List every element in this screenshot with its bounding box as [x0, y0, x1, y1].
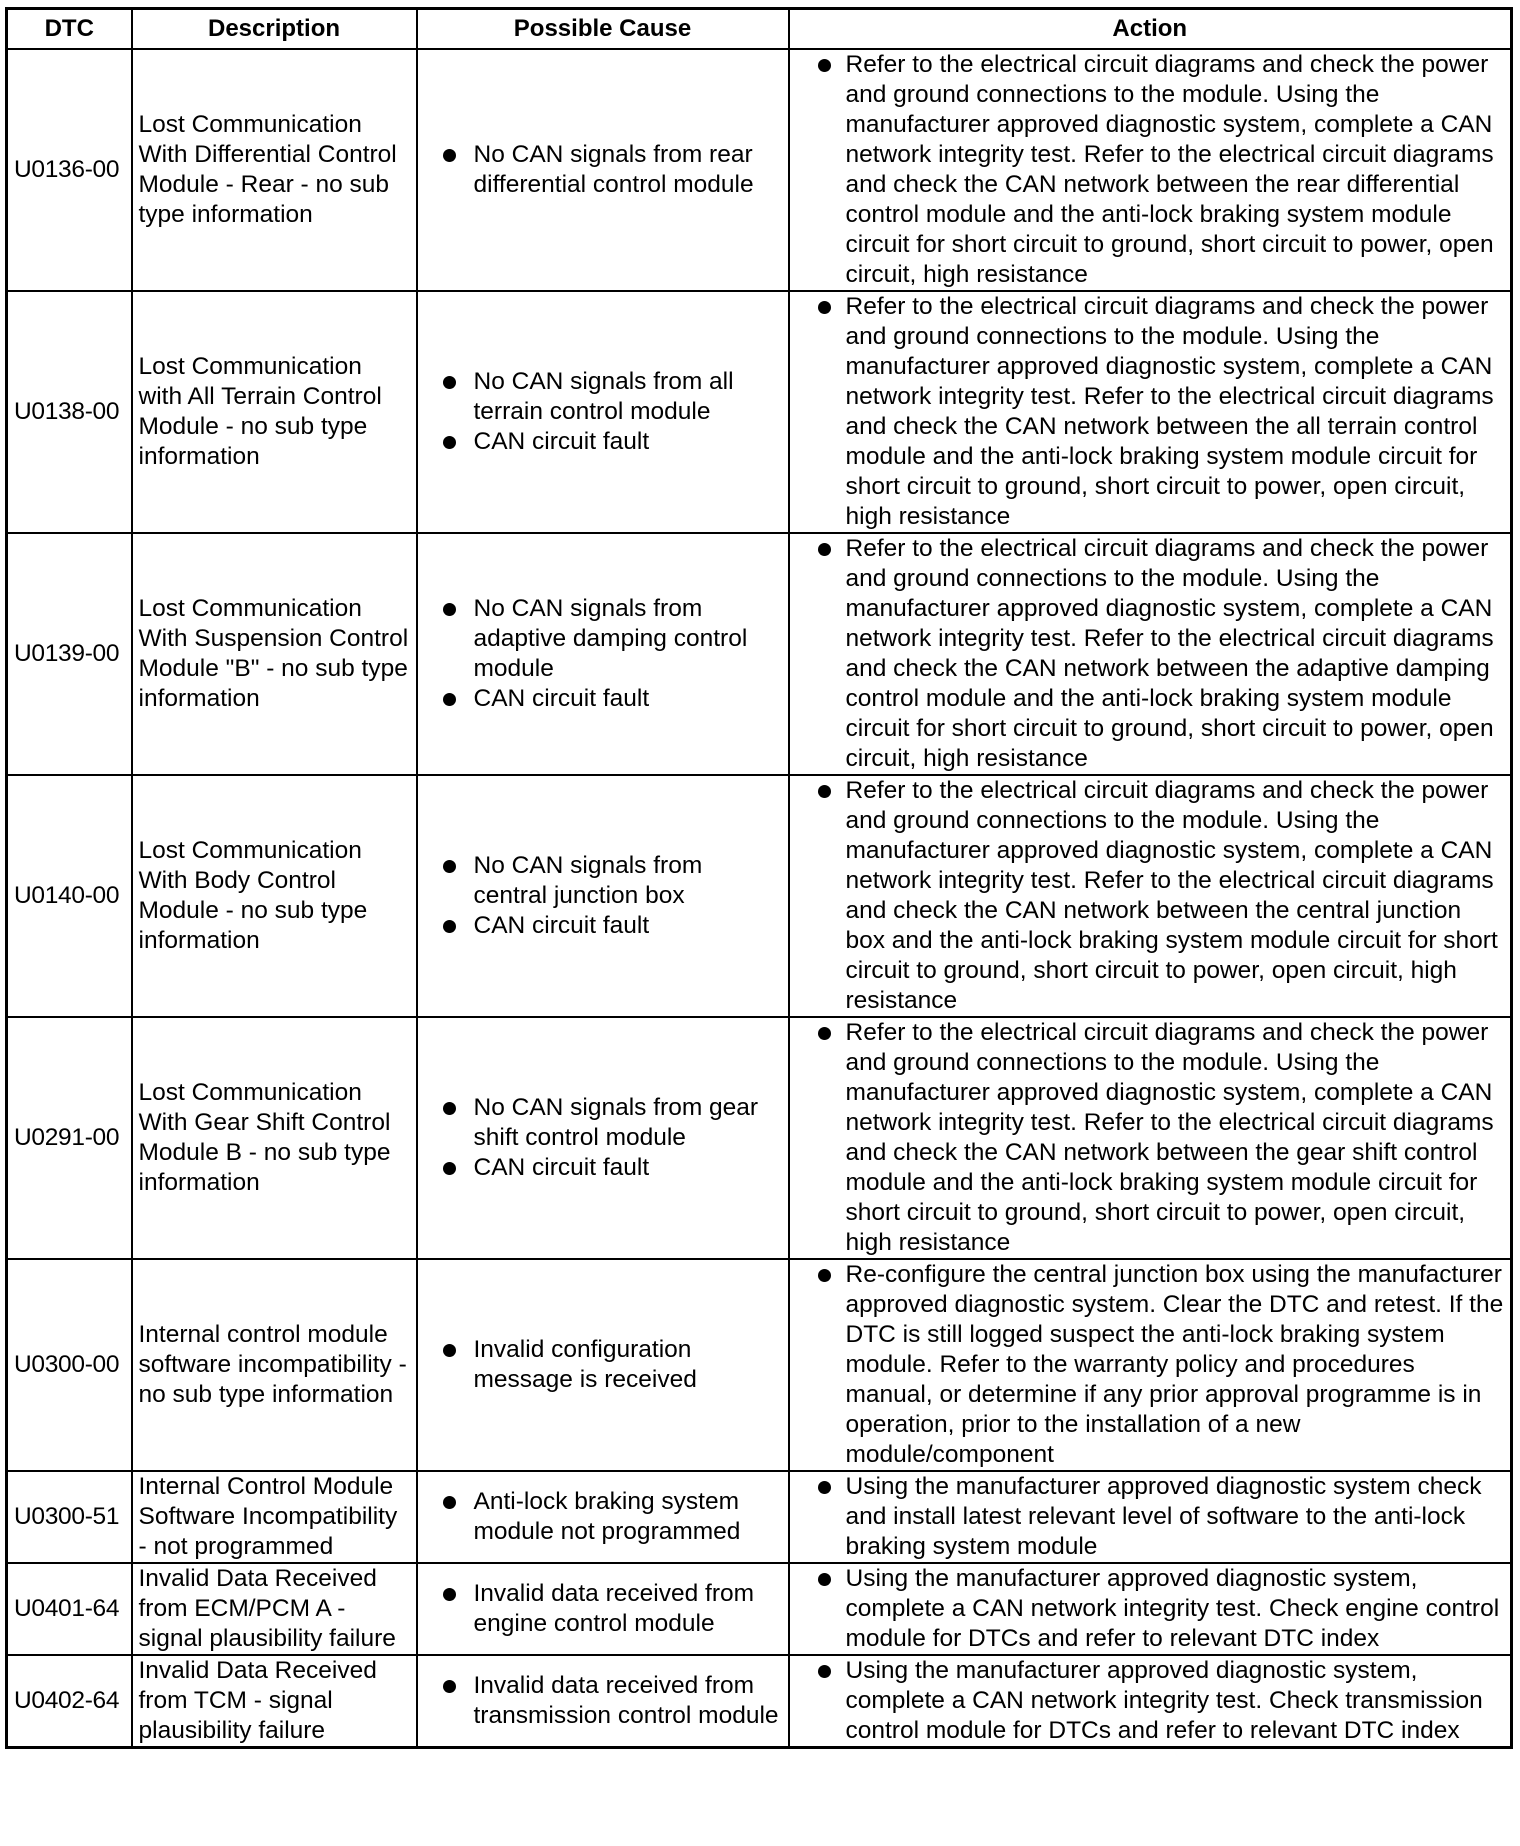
action-cell	[789, 1017, 1512, 1259]
bullet-icon	[818, 785, 831, 798]
cause-cell	[417, 1563, 789, 1655]
cause-text: No CAN signals from gear shift control module	[473, 1094, 759, 1151]
cause-item	[424, 427, 782, 457]
cause-item	[424, 1093, 782, 1153]
action-item	[796, 50, 1505, 290]
bullet-icon	[443, 436, 456, 449]
cause-text: No CAN signals from all terrain control module	[473, 368, 734, 425]
action-text: Refer to the electrical circuit diagrams and check the power and ground connections to the module. Using the manufacturer approved diagnostic system, complete a CAN network integrity test. Refer to the electrical circuit diagrams and check the CAN network between the all terrain control module and the anti-lock braking system module circuit for short circuit to ground, short circuit to power, open circuit, high resistance	[845, 293, 1494, 530]
action-cell	[789, 1563, 1512, 1655]
description-cell: Invalid Data Received from ECM/PCM A - signal plausibility failure	[132, 1563, 417, 1655]
bullet-icon	[443, 1344, 456, 1357]
header-row	[7, 9, 1512, 50]
bullet-icon	[443, 920, 456, 933]
dtc-code: U0401-64	[7, 1563, 132, 1655]
cause-text: CAN circuit fault	[473, 912, 650, 939]
header-possible-cause: Possible Cause	[417, 9, 789, 50]
cause-item	[424, 684, 782, 714]
cause-item	[424, 1579, 782, 1639]
action-text: Refer to the electrical circuit diagrams and check the power and ground connections to the module. Using the manufacturer approved diagnostic system, complete a CAN network integrity test. Refer to the electrical circuit diagrams and check the CAN network between the central junction box and the anti-lock braking system module circuit for short circuit to ground, short circuit to power, open circuit, high resistance	[845, 777, 1498, 1014]
description-cell: Lost Communication With Suspension Control Module "B" - no sub type information	[132, 533, 417, 775]
action-cell	[789, 775, 1512, 1017]
bullet-icon	[443, 603, 456, 616]
cause-cell	[417, 775, 789, 1017]
header-dtc: DTC	[7, 9, 132, 50]
dtc-code: U0300-51	[7, 1471, 132, 1563]
header-description: Description	[132, 9, 417, 50]
description-cell: Invalid Data Received from TCM - signal plausibility failure	[132, 1655, 417, 1748]
bullet-icon	[443, 376, 456, 389]
bullet-icon	[443, 693, 456, 706]
bullet-icon	[818, 543, 831, 556]
action-text: Re-configure the central junction box using the manufacturer approved diagnostic system. Clear the DTC and retest. If the DTC is still logged suspect the anti-lock braking system module. Refer to the warranty policy and procedures manual, or determine if any prior approval programme is in operation, prior to the installation of a new module/component	[845, 1261, 1504, 1468]
action-cell	[789, 291, 1512, 533]
bullet-icon	[443, 1588, 456, 1601]
action-item	[796, 1260, 1505, 1470]
bullet-icon	[818, 301, 831, 314]
cause-text: No CAN signals from central junction box	[473, 852, 703, 909]
bullet-icon	[443, 149, 456, 162]
cause-text: CAN circuit fault	[473, 685, 650, 712]
action-text: Refer to the electrical circuit diagrams and check the power and ground connections to the module. Using the manufacturer approved diagnostic system, complete a CAN network integrity test. Refer to the electrical circuit diagrams and check the CAN network between the rear differential control module and the anti-lock braking system module circuit for short circuit to ground, short circuit to power, open circuit, high resistance	[845, 51, 1494, 288]
cause-cell	[417, 1259, 789, 1471]
cause-cell	[417, 1017, 789, 1259]
description-cell: Internal control module software incompatibility - no sub type information	[132, 1259, 417, 1471]
description-cell: Lost Communication With Differential Control Module - Rear - no sub type information	[132, 49, 417, 291]
action-cell	[789, 1259, 1512, 1471]
bullet-icon	[818, 1269, 831, 1282]
cause-cell	[417, 49, 789, 291]
action-item	[796, 292, 1505, 532]
dtc-code: U0139-00	[7, 533, 132, 775]
cause-text: No CAN signals from adaptive damping control module	[473, 595, 748, 682]
bullet-icon	[818, 1027, 831, 1040]
dtc-code: U0138-00	[7, 291, 132, 533]
cause-item	[424, 911, 782, 941]
cause-text: CAN circuit fault	[473, 428, 650, 455]
dtc-code: U0136-00	[7, 49, 132, 291]
header-action: Action	[789, 9, 1512, 50]
dtc-code: U0402-64	[7, 1655, 132, 1748]
action-item	[796, 1564, 1505, 1654]
bullet-icon	[818, 1573, 831, 1586]
cause-item	[424, 1153, 782, 1183]
action-item	[796, 1018, 1505, 1258]
action-cell	[789, 533, 1512, 775]
dtc-code: U0140-00	[7, 775, 132, 1017]
action-cell	[789, 1471, 1512, 1563]
cause-item	[424, 1487, 782, 1547]
cause-cell	[417, 533, 789, 775]
action-item	[796, 534, 1505, 774]
cause-text: Invalid configuration message is received	[473, 1336, 697, 1393]
table-row	[7, 1563, 1512, 1655]
action-text: Using the manufacturer approved diagnostic system check and install latest relevant level of software to the anti-lock braking system module	[845, 1473, 1482, 1560]
bullet-icon	[443, 1680, 456, 1693]
description-cell: Lost Communication With Body Control Module - no sub type information	[132, 775, 417, 1017]
table-row	[7, 533, 1512, 775]
dtc-code: U0300-00	[7, 1259, 132, 1471]
cause-cell	[417, 1655, 789, 1748]
dtc-table-page	[5, 7, 1510, 1749]
cause-item	[424, 594, 782, 684]
action-text: Using the manufacturer approved diagnostic system, complete a CAN network integrity test. Check engine control module for DTCs and refer to relevant DTC index	[845, 1565, 1500, 1652]
description-cell: Internal Control Module Software Incompatibility - not programmed	[132, 1471, 417, 1563]
cause-item	[424, 851, 782, 911]
action-cell	[789, 1655, 1512, 1748]
table-row	[7, 1017, 1512, 1259]
action-cell	[789, 49, 1512, 291]
bullet-icon	[443, 1496, 456, 1509]
cause-item	[424, 1671, 782, 1731]
cause-item	[424, 1335, 782, 1395]
bullet-icon	[443, 1162, 456, 1175]
table-row	[7, 1655, 1512, 1748]
action-item	[796, 1656, 1505, 1746]
cause-text: Invalid data received from engine control module	[473, 1580, 755, 1637]
action-text: Refer to the electrical circuit diagrams and check the power and ground connections to the module. Using the manufacturer approved diagnostic system, complete a CAN network integrity test. Refer to the electrical circuit diagrams and check the CAN network between the gear shift control module and the anti-lock braking system module circuit for short circuit to ground, short circuit to power, open circuit, high resistance	[845, 1019, 1494, 1256]
bullet-icon	[443, 860, 456, 873]
description-cell: Lost Communication With Gear Shift Control Module B - no sub type information	[132, 1017, 417, 1259]
table-row	[7, 49, 1512, 291]
table-row	[7, 1471, 1512, 1563]
table-row	[7, 291, 1512, 533]
cause-text: No CAN signals from rear differential control module	[473, 141, 754, 198]
cause-item	[424, 140, 782, 200]
bullet-icon	[818, 59, 831, 72]
cause-item	[424, 367, 782, 427]
cause-text: Anti-lock braking system module not programmed	[473, 1488, 741, 1545]
dtc-table	[5, 7, 1513, 1749]
cause-text: Invalid data received from transmission control module	[473, 1672, 779, 1729]
table-row	[7, 775, 1512, 1017]
action-text: Using the manufacturer approved diagnostic system, complete a CAN network integrity test. Check transmission control module for DTCs and refer to relevant DTC index	[845, 1657, 1483, 1744]
bullet-icon	[443, 1102, 456, 1115]
action-item	[796, 776, 1505, 1016]
cause-text: CAN circuit fault	[473, 1154, 650, 1181]
action-text: Refer to the electrical circuit diagrams and check the power and ground connections to the module. Using the manufacturer approved diagnostic system, complete a CAN network integrity test. Refer to the electrical circuit diagrams and check the CAN network between the adaptive damping control module and the anti-lock braking system module circuit for short circuit to ground, short circuit to power, open circuit, high resistance	[845, 535, 1494, 772]
bullet-icon	[818, 1481, 831, 1494]
action-item	[796, 1472, 1505, 1562]
dtc-code: U0291-00	[7, 1017, 132, 1259]
table-row	[7, 1259, 1512, 1471]
description-cell: Lost Communication with All Terrain Control Module - no sub type information	[132, 291, 417, 533]
cause-cell	[417, 291, 789, 533]
bullet-icon	[818, 1665, 831, 1678]
cause-cell	[417, 1471, 789, 1563]
